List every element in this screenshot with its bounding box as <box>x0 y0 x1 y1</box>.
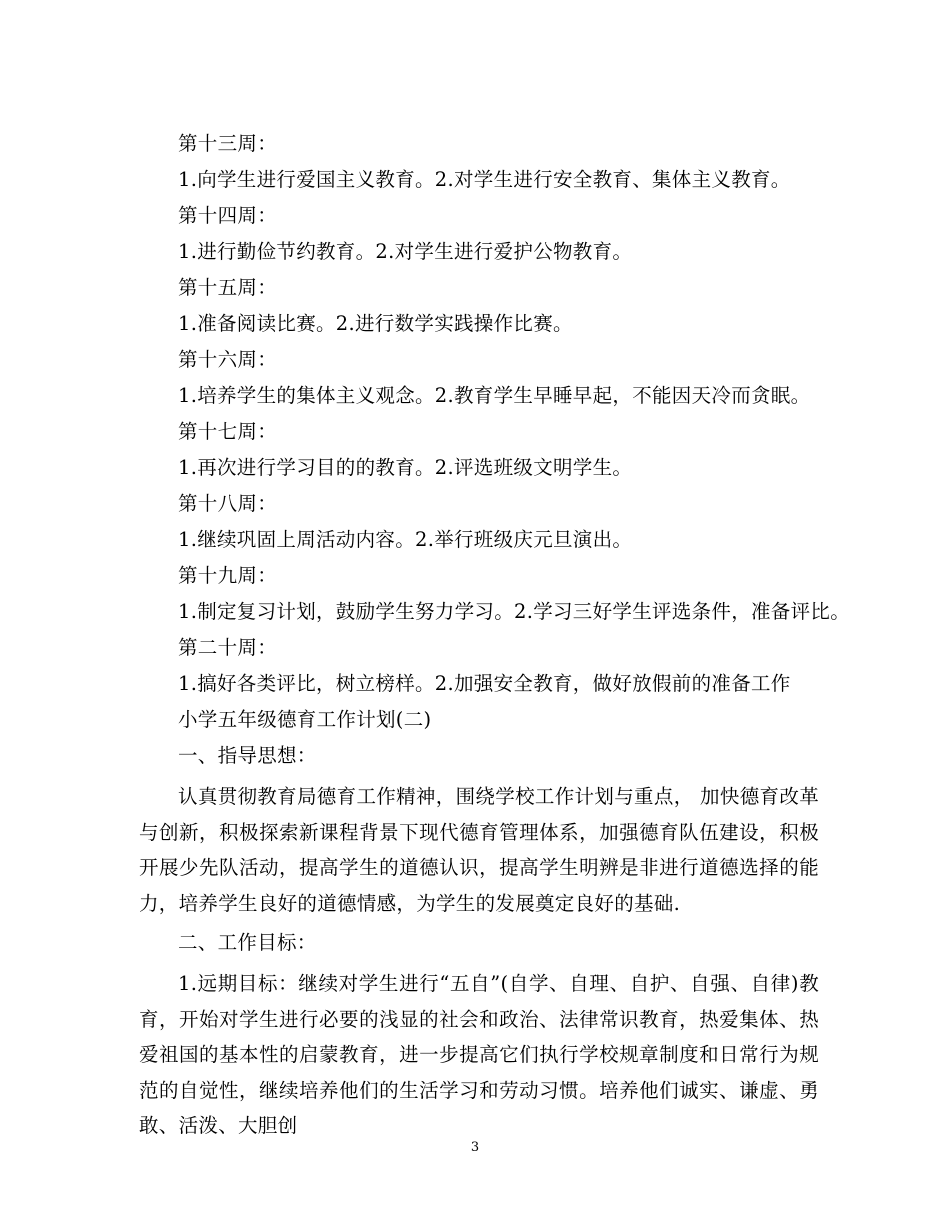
page-number: 3 <box>470 1140 480 1155</box>
week-19-content: 1.制定复习计划，鼓励学生努力学习。2.学习三好学生评选条件，准备评比。 <box>178 600 851 623</box>
section-title: 小学五年级德育工作计划(二) <box>178 708 432 731</box>
week-15-content: 1.准备阅读比赛。2.进行数学实践操作比赛。 <box>178 312 573 335</box>
guiding-ideology-paragraph: 认真贯彻教育局德育工作精神，围绕学校工作计划与重点， 加快德育改革与创新，积极探索新课程背景下现代德育管理体系，加强德育队伍建设，积极开展少先队活动，提高学生的道德认识，提高学生明辨是非进行道德选择的能力，培养学生良好的道德情感，为学生的发展奠定良好的基础. <box>139 785 819 915</box>
long-term-goals-paragraph: 1.远期目标：继续对学生进行“五自”(自学、自理、自护、自强、自律)教育，开始对学生进行必要的浅显的社会和政治、法律常识教育，热爱集体、热爱祖国的基本性的启蒙教育，进一步提高它们执行学校规章制度和日常行为规范的自觉性，继续培养他们的生活学习和劳动习惯。培养他们诚实、谦虚、勇敢、活泼、大胆创 <box>139 972 819 1137</box>
week-17-heading: 第十七周： <box>178 420 278 443</box>
week-18-content: 1.继续巩固上周活动内容。2.举行班级庆元旦演出。 <box>178 528 633 551</box>
week-13-content: 1.向学生进行爱国主义教育。2.对学生进行安全教育、集体主义教育。 <box>178 168 791 191</box>
week-16-heading: 第十六周： <box>178 348 278 371</box>
work-goals-heading: 二、工作目标： <box>178 931 317 954</box>
guiding-ideology-heading: 一、指导思想： <box>178 744 317 767</box>
week-14-content: 1.进行勤俭节约教育。2.对学生进行爱护公物教育。 <box>178 240 633 263</box>
week-20-content: 1.搞好各类评比，树立榜样。2.加强安全教育，做好放假前的准备工作 <box>178 672 791 695</box>
week-18-heading: 第十八周： <box>178 492 278 515</box>
week-16-content: 1.培养学生的集体主义观念。2.教育学生早睡早起，不能因天冷而贪眠。 <box>178 384 811 407</box>
week-15-heading: 第十五周： <box>178 276 278 299</box>
week-19-heading: 第十九周： <box>178 564 278 587</box>
week-13-heading: 第十三周： <box>178 132 278 155</box>
week-14-heading: 第十四周： <box>178 204 278 227</box>
week-20-heading: 第二十周： <box>178 636 278 659</box>
week-17-content: 1.再次进行学习目的的教育。2.评选班级文明学生。 <box>178 456 633 479</box>
